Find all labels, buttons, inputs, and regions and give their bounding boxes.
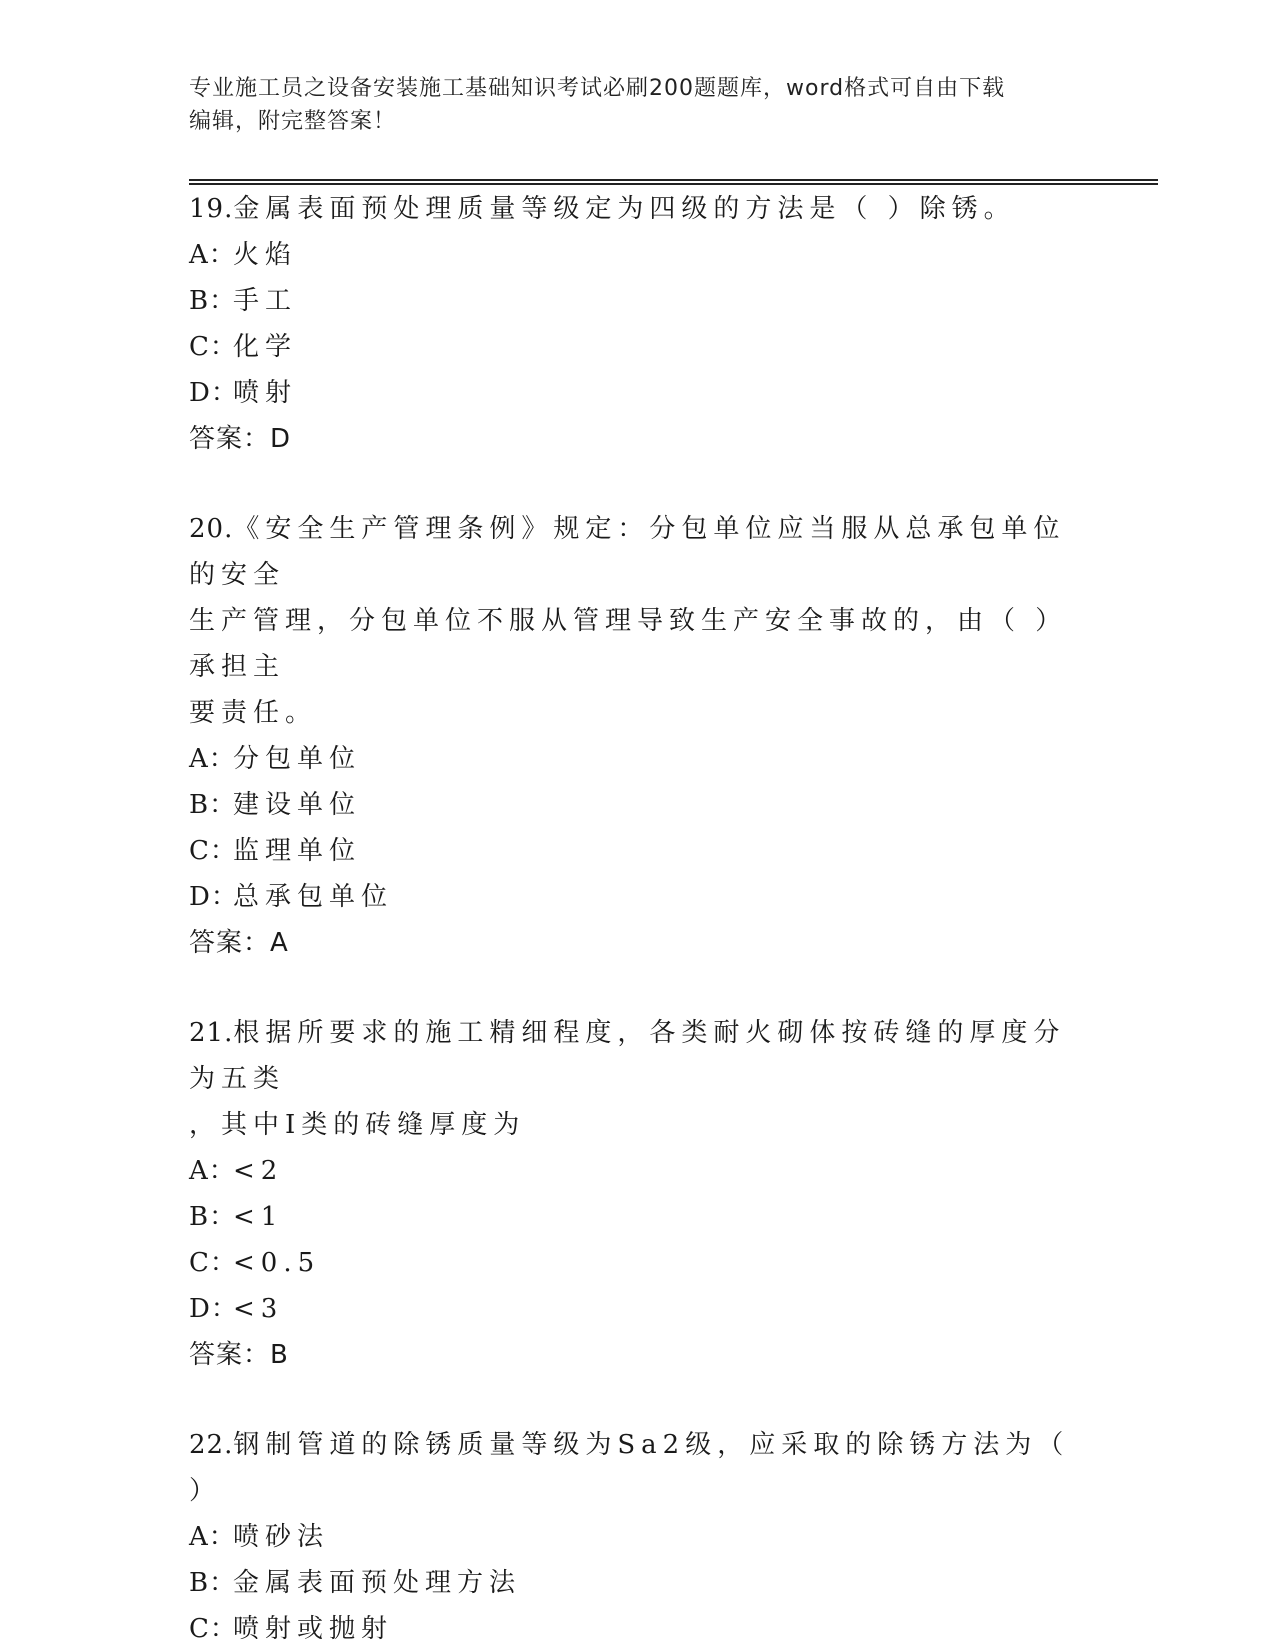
option-c <box>189 1240 1089 1286</box>
question-line: 要责任。 <box>189 698 318 728</box>
option-d <box>189 874 1089 920</box>
option-c <box>189 324 1089 370</box>
question-text <box>189 1422 1089 1514</box>
option-letter: D： <box>189 1294 238 1324</box>
option-letter: B： <box>189 1202 237 1232</box>
option-letter: D： <box>189 882 238 912</box>
answer-label: 答案：A <box>189 928 289 958</box>
answer-label: 答案：D <box>189 424 292 454</box>
option-letter: B： <box>189 1568 237 1598</box>
option-d <box>189 370 1089 416</box>
option-letter: A： <box>189 744 236 774</box>
question-line: ，其中Ⅰ类的砖缝厚度为 <box>189 1110 526 1140</box>
option-letter: A： <box>189 1156 236 1186</box>
question-22 <box>189 1422 1089 1652</box>
question-line: 钢制管道的除锈质量等级为Sa2级，应采取的除锈方法为（ ） <box>189 1430 1070 1506</box>
option-b <box>189 1560 1089 1606</box>
question-21 <box>189 1010 1089 1378</box>
option-text: 监理单位 <box>233 836 362 866</box>
question-number: 21. <box>189 1018 234 1048</box>
question-line: 生产管理，分包单位不服从管理导致生产安全事故的，由（ ）承担主 <box>189 606 1068 682</box>
option-letter: C： <box>189 332 237 362</box>
question-text <box>189 186 1089 232</box>
option-text: 总承包单位 <box>233 882 394 912</box>
question-number: 20. <box>189 514 234 544</box>
option-text: <0.5 <box>233 1248 321 1278</box>
question-text <box>189 1010 1089 1102</box>
answer-label: 答案：B <box>189 1340 289 1370</box>
option-b <box>189 278 1089 324</box>
question-number: 19. <box>189 194 234 224</box>
header-line-1: 专业施工员之设备安装施工基础知识考试必刷200题题库，word格式可自由下载 <box>189 76 1006 101</box>
option-b <box>189 1194 1089 1240</box>
option-text: 火焰 <box>233 240 298 270</box>
question-line: 《安全生产管理条例》规定：分包单位应当服从总承包单位的安全 <box>189 514 1066 590</box>
option-text: 分包单位 <box>233 744 362 774</box>
question-list <box>189 186 1089 1652</box>
option-a <box>189 232 1089 278</box>
option-a <box>189 1148 1089 1194</box>
question-line: 根据所要求的施工精细程度，各类耐火砌体按砖缝的厚度分为五类 <box>189 1018 1066 1094</box>
question-19 <box>189 186 1089 462</box>
option-letter: B： <box>189 790 237 820</box>
document-header <box>189 72 1069 138</box>
option-text: <1 <box>233 1202 284 1232</box>
option-letter: C： <box>189 1614 237 1644</box>
option-text: <2 <box>233 1156 284 1186</box>
option-text: 金属表面预处理方法 <box>233 1568 522 1598</box>
option-b <box>189 782 1089 828</box>
option-a <box>189 1514 1089 1560</box>
question-number: 22. <box>189 1430 234 1460</box>
option-text: 喷射 <box>233 378 298 408</box>
header-line-2: 编辑，附完整答案！ <box>189 109 397 134</box>
option-letter: D： <box>189 378 238 408</box>
header-divider <box>189 179 1158 185</box>
option-text: 化学 <box>233 332 298 362</box>
option-text: <3 <box>233 1294 284 1324</box>
option-letter: A： <box>189 1522 236 1552</box>
question-text <box>189 506 1089 598</box>
question-line: 金属表面预处理质量等级定为四级的方法是（ ）除锈。 <box>233 194 1016 224</box>
question-20 <box>189 506 1089 966</box>
option-letter: C： <box>189 1248 237 1278</box>
option-d <box>189 1286 1089 1332</box>
option-text: 喷砂法 <box>233 1522 330 1552</box>
option-text: 手工 <box>233 286 298 316</box>
option-c <box>189 828 1089 874</box>
option-text: 建设单位 <box>233 790 362 820</box>
option-text: 喷射或抛射 <box>233 1614 394 1644</box>
option-a <box>189 736 1089 782</box>
option-c <box>189 1606 1089 1652</box>
option-letter: B： <box>189 286 237 316</box>
option-letter: C： <box>189 836 237 866</box>
option-letter: A： <box>189 240 236 270</box>
